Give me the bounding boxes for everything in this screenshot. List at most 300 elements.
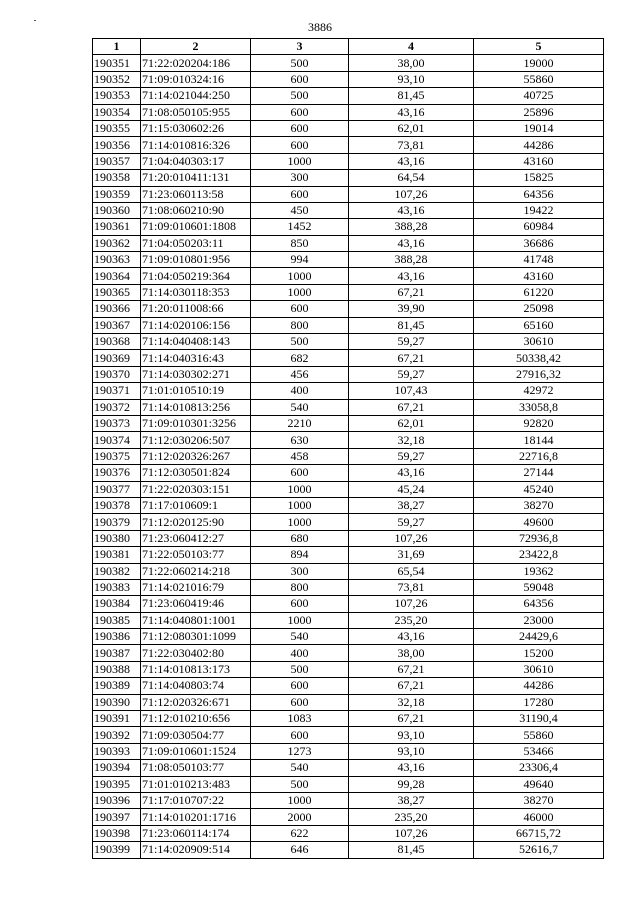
registry-table bbox=[92, 38, 604, 859]
row-number-cell: 190392 bbox=[93, 727, 141, 743]
area-cell: 2000 bbox=[251, 809, 349, 825]
table-row bbox=[93, 88, 604, 104]
area-cell: 500 bbox=[251, 776, 349, 792]
cadastral-number-cell: 71:20:011008:66 bbox=[141, 301, 251, 317]
area-cell: 600 bbox=[251, 596, 349, 612]
rate-cell: 43,16 bbox=[349, 760, 474, 776]
row-number-cell: 190396 bbox=[93, 792, 141, 808]
rate-cell: 59,27 bbox=[349, 448, 474, 464]
row-number-cell: 190357 bbox=[93, 153, 141, 169]
value-cell: 49640 bbox=[474, 776, 604, 792]
value-cell: 31190,4 bbox=[474, 711, 604, 727]
value-cell: 40725 bbox=[474, 88, 604, 104]
table-row bbox=[93, 694, 604, 710]
rate-cell: 31,69 bbox=[349, 547, 474, 563]
rate-cell: 73,81 bbox=[349, 579, 474, 595]
cadastral-number-cell: 71:14:040803:74 bbox=[141, 678, 251, 694]
area-cell: 600 bbox=[251, 137, 349, 153]
row-number-cell: 190372 bbox=[93, 399, 141, 415]
cadastral-number-cell: 71:14:021044:250 bbox=[141, 88, 251, 104]
cadastral-number-cell: 71:22:050103:77 bbox=[141, 547, 251, 563]
value-cell: 61220 bbox=[474, 284, 604, 300]
table-row bbox=[93, 547, 604, 563]
cadastral-number-cell: 71:23:060419:46 bbox=[141, 596, 251, 612]
value-cell: 30610 bbox=[474, 334, 604, 350]
rate-cell: 38,27 bbox=[349, 792, 474, 808]
value-cell: 43160 bbox=[474, 153, 604, 169]
area-cell: 500 bbox=[251, 55, 349, 71]
row-number-cell: 190366 bbox=[93, 301, 141, 317]
table-row bbox=[93, 612, 604, 628]
value-cell: 55860 bbox=[474, 71, 604, 87]
cadastral-number-cell: 71:12:030206:507 bbox=[141, 432, 251, 448]
row-number-cell: 190376 bbox=[93, 465, 141, 481]
cadastral-number-cell: 71:01:010510:19 bbox=[141, 383, 251, 399]
row-number-cell: 190370 bbox=[93, 366, 141, 382]
area-cell: 450 bbox=[251, 202, 349, 218]
row-number-cell: 190359 bbox=[93, 186, 141, 202]
cadastral-number-cell: 71:14:020106:156 bbox=[141, 317, 251, 333]
value-cell: 25098 bbox=[474, 301, 604, 317]
rate-cell: 107,43 bbox=[349, 383, 474, 399]
table-row bbox=[93, 268, 604, 284]
row-number-cell: 190387 bbox=[93, 645, 141, 661]
area-cell: 540 bbox=[251, 760, 349, 776]
area-cell: 500 bbox=[251, 661, 349, 677]
rate-cell: 107,26 bbox=[349, 186, 474, 202]
rate-cell: 93,10 bbox=[349, 743, 474, 759]
page-number: 3886 bbox=[308, 20, 332, 34]
row-number-cell: 190386 bbox=[93, 629, 141, 645]
value-cell: 17280 bbox=[474, 694, 604, 710]
area-cell: 1452 bbox=[251, 219, 349, 235]
area-cell: 400 bbox=[251, 645, 349, 661]
value-cell: 23000 bbox=[474, 612, 604, 628]
table-row bbox=[93, 563, 604, 579]
area-cell: 400 bbox=[251, 383, 349, 399]
area-cell: 600 bbox=[251, 678, 349, 694]
rate-cell: 64,54 bbox=[349, 170, 474, 186]
cadastral-number-cell: 71:14:020909:514 bbox=[141, 842, 251, 858]
rate-cell: 59,27 bbox=[349, 334, 474, 350]
table-row bbox=[93, 366, 604, 382]
value-cell: 33058,8 bbox=[474, 399, 604, 415]
cadastral-number-cell: 71:09:010601:1524 bbox=[141, 743, 251, 759]
value-cell: 22716,8 bbox=[474, 448, 604, 464]
row-number-cell: 190351 bbox=[93, 55, 141, 71]
table-row bbox=[93, 284, 604, 300]
area-cell: 500 bbox=[251, 334, 349, 350]
row-number-cell: 190374 bbox=[93, 432, 141, 448]
row-number-cell: 190377 bbox=[93, 481, 141, 497]
row-number-cell: 190384 bbox=[93, 596, 141, 612]
area-cell: 600 bbox=[251, 186, 349, 202]
area-cell: 500 bbox=[251, 88, 349, 104]
rate-cell: 67,21 bbox=[349, 711, 474, 727]
area-cell: 600 bbox=[251, 71, 349, 87]
row-number-cell: 190373 bbox=[93, 415, 141, 431]
value-cell: 27916,32 bbox=[474, 366, 604, 382]
row-number-cell: 190364 bbox=[93, 268, 141, 284]
value-cell: 30610 bbox=[474, 661, 604, 677]
area-cell: 680 bbox=[251, 530, 349, 546]
area-cell: 456 bbox=[251, 366, 349, 382]
area-cell: 894 bbox=[251, 547, 349, 563]
area-cell: 1000 bbox=[251, 284, 349, 300]
row-number-cell: 190355 bbox=[93, 120, 141, 136]
row-number-cell: 190360 bbox=[93, 202, 141, 218]
cadastral-number-cell: 71:08:060210:90 bbox=[141, 202, 251, 218]
area-cell: 682 bbox=[251, 350, 349, 366]
row-number-cell: 190398 bbox=[93, 825, 141, 841]
column-header: 1 bbox=[93, 39, 141, 55]
value-cell: 24429,6 bbox=[474, 629, 604, 645]
column-header: 4 bbox=[349, 39, 474, 55]
column-header: 5 bbox=[474, 39, 604, 55]
rate-cell: 43,16 bbox=[349, 202, 474, 218]
cadastral-number-cell: 71:14:021016:79 bbox=[141, 579, 251, 595]
area-cell: 1000 bbox=[251, 792, 349, 808]
table-row bbox=[93, 596, 604, 612]
cadastral-number-cell: 71:14:010816:326 bbox=[141, 137, 251, 153]
area-cell: 622 bbox=[251, 825, 349, 841]
cadastral-number-cell: 71:04:040303:17 bbox=[141, 153, 251, 169]
row-number-cell: 190395 bbox=[93, 776, 141, 792]
cadastral-number-cell: 71:04:050203:11 bbox=[141, 235, 251, 251]
row-number-cell: 190362 bbox=[93, 235, 141, 251]
area-cell: 1000 bbox=[251, 612, 349, 628]
row-number-cell: 190361 bbox=[93, 219, 141, 235]
table-row bbox=[93, 776, 604, 792]
value-cell: 25896 bbox=[474, 104, 604, 120]
table-row bbox=[93, 317, 604, 333]
area-cell: 1083 bbox=[251, 711, 349, 727]
table-row bbox=[93, 760, 604, 776]
rate-cell: 32,18 bbox=[349, 694, 474, 710]
table-row bbox=[93, 383, 604, 399]
row-number-cell: 190369 bbox=[93, 350, 141, 366]
value-cell: 44286 bbox=[474, 678, 604, 694]
table-row bbox=[93, 530, 604, 546]
value-cell: 53466 bbox=[474, 743, 604, 759]
rate-cell: 107,26 bbox=[349, 596, 474, 612]
value-cell: 41748 bbox=[474, 252, 604, 268]
cadastral-number-cell: 71:14:030302:271 bbox=[141, 366, 251, 382]
cadastral-number-cell: 71:09:010801:956 bbox=[141, 252, 251, 268]
area-cell: 540 bbox=[251, 399, 349, 415]
value-cell: 64356 bbox=[474, 186, 604, 202]
table-row bbox=[93, 334, 604, 350]
row-number-cell: 190385 bbox=[93, 612, 141, 628]
row-number-cell: 190371 bbox=[93, 383, 141, 399]
table-row bbox=[93, 629, 604, 645]
area-cell: 1000 bbox=[251, 481, 349, 497]
rate-cell: 81,45 bbox=[349, 317, 474, 333]
row-number-cell: 190390 bbox=[93, 694, 141, 710]
row-number-cell: 190368 bbox=[93, 334, 141, 350]
cadastral-number-cell: 71:09:010301:3256 bbox=[141, 415, 251, 431]
table-row bbox=[93, 579, 604, 595]
table-row bbox=[93, 120, 604, 136]
rate-cell: 38,00 bbox=[349, 645, 474, 661]
area-cell: 600 bbox=[251, 465, 349, 481]
value-cell: 43160 bbox=[474, 268, 604, 284]
row-number-cell: 190354 bbox=[93, 104, 141, 120]
cadastral-number-cell: 71:22:020204:186 bbox=[141, 55, 251, 71]
row-number-cell: 190358 bbox=[93, 170, 141, 186]
row-number-cell: 190363 bbox=[93, 252, 141, 268]
rate-cell: 67,21 bbox=[349, 661, 474, 677]
table-row bbox=[93, 481, 604, 497]
cadastral-number-cell: 71:09:030504:77 bbox=[141, 727, 251, 743]
table-row bbox=[93, 399, 604, 415]
table-row bbox=[93, 448, 604, 464]
rate-cell: 107,26 bbox=[349, 825, 474, 841]
cadastral-number-cell: 71:04:050219:364 bbox=[141, 268, 251, 284]
rate-cell: 38,00 bbox=[349, 55, 474, 71]
table-row bbox=[93, 809, 604, 825]
value-cell: 38270 bbox=[474, 497, 604, 513]
rate-cell: 62,01 bbox=[349, 415, 474, 431]
area-cell: 600 bbox=[251, 104, 349, 120]
area-cell: 1000 bbox=[251, 153, 349, 169]
value-cell: 64356 bbox=[474, 596, 604, 612]
row-number-cell: 190397 bbox=[93, 809, 141, 825]
row-number-cell: 190383 bbox=[93, 579, 141, 595]
rate-cell: 73,81 bbox=[349, 137, 474, 153]
value-cell: 38270 bbox=[474, 792, 604, 808]
row-number-cell: 190382 bbox=[93, 563, 141, 579]
value-cell: 19014 bbox=[474, 120, 604, 136]
rate-cell: 99,28 bbox=[349, 776, 474, 792]
value-cell: 15825 bbox=[474, 170, 604, 186]
row-number-cell: 190365 bbox=[93, 284, 141, 300]
value-cell: 19362 bbox=[474, 563, 604, 579]
value-cell: 66715,72 bbox=[474, 825, 604, 841]
area-cell: 800 bbox=[251, 579, 349, 595]
rate-cell: 67,21 bbox=[349, 399, 474, 415]
rate-cell: 67,21 bbox=[349, 350, 474, 366]
table-row bbox=[93, 415, 604, 431]
value-cell: 44286 bbox=[474, 137, 604, 153]
table-row bbox=[93, 202, 604, 218]
value-cell: 23306,4 bbox=[474, 760, 604, 776]
value-cell: 19422 bbox=[474, 202, 604, 218]
row-number-cell: 190379 bbox=[93, 514, 141, 530]
rate-cell: 59,27 bbox=[349, 366, 474, 382]
area-cell: 600 bbox=[251, 694, 349, 710]
value-cell: 60984 bbox=[474, 219, 604, 235]
row-number-cell: 190378 bbox=[93, 497, 141, 513]
area-cell: 600 bbox=[251, 301, 349, 317]
column-header: 3 bbox=[251, 39, 349, 55]
value-cell: 18144 bbox=[474, 432, 604, 448]
table-row bbox=[93, 235, 604, 251]
rate-cell: 62,01 bbox=[349, 120, 474, 136]
table-row bbox=[93, 153, 604, 169]
table-row bbox=[93, 252, 604, 268]
table-row bbox=[93, 170, 604, 186]
rate-cell: 43,16 bbox=[349, 153, 474, 169]
value-cell: 45240 bbox=[474, 481, 604, 497]
value-cell: 50338,42 bbox=[474, 350, 604, 366]
row-number-cell: 190388 bbox=[93, 661, 141, 677]
table-body bbox=[93, 55, 604, 858]
table-row bbox=[93, 645, 604, 661]
row-number-cell: 190380 bbox=[93, 530, 141, 546]
area-cell: 300 bbox=[251, 563, 349, 579]
area-cell: 1273 bbox=[251, 743, 349, 759]
rate-cell: 43,16 bbox=[349, 104, 474, 120]
row-number-cell: 190367 bbox=[93, 317, 141, 333]
row-number-cell: 190352 bbox=[93, 71, 141, 87]
table-row bbox=[93, 711, 604, 727]
table-row bbox=[93, 55, 604, 71]
row-number-cell: 190375 bbox=[93, 448, 141, 464]
rate-cell: 67,21 bbox=[349, 678, 474, 694]
rate-cell: 93,10 bbox=[349, 71, 474, 87]
cadastral-number-cell: 71:12:010210:656 bbox=[141, 711, 251, 727]
rate-cell: 235,20 bbox=[349, 809, 474, 825]
cadastral-number-cell: 71:17:010609:1 bbox=[141, 497, 251, 513]
area-cell: 850 bbox=[251, 235, 349, 251]
area-cell: 1000 bbox=[251, 514, 349, 530]
rate-cell: 43,16 bbox=[349, 629, 474, 645]
value-cell: 46000 bbox=[474, 809, 604, 825]
value-cell: 42972 bbox=[474, 383, 604, 399]
rate-cell: 235,20 bbox=[349, 612, 474, 628]
area-cell: 1000 bbox=[251, 497, 349, 513]
cadastral-number-cell: 71:08:050103:77 bbox=[141, 760, 251, 776]
table-row bbox=[93, 497, 604, 513]
row-number-cell: 190381 bbox=[93, 547, 141, 563]
cadastral-number-cell: 71:14:030118:353 bbox=[141, 284, 251, 300]
table-row bbox=[93, 743, 604, 759]
rate-cell: 59,27 bbox=[349, 514, 474, 530]
cadastral-number-cell: 71:08:050105:955 bbox=[141, 104, 251, 120]
value-cell: 15200 bbox=[474, 645, 604, 661]
cadastral-number-cell: 71:12:080301:1099 bbox=[141, 629, 251, 645]
area-cell: 2210 bbox=[251, 415, 349, 431]
row-number-cell: 190399 bbox=[93, 842, 141, 858]
row-number-cell: 190353 bbox=[93, 88, 141, 104]
cadastral-number-cell: 71:09:010601:1808 bbox=[141, 219, 251, 235]
cadastral-number-cell: 71:14:040316:43 bbox=[141, 350, 251, 366]
rate-cell: 43,16 bbox=[349, 268, 474, 284]
table-row bbox=[93, 350, 604, 366]
table-row bbox=[93, 301, 604, 317]
area-cell: 994 bbox=[251, 252, 349, 268]
cadastral-number-cell: 71:01:010213:483 bbox=[141, 776, 251, 792]
cadastral-number-cell: 71:12:020326:671 bbox=[141, 694, 251, 710]
cadastral-number-cell: 71:23:060114:174 bbox=[141, 825, 251, 841]
cadastral-number-cell: 71:14:040408:143 bbox=[141, 334, 251, 350]
cadastral-number-cell: 71:14:010813:173 bbox=[141, 661, 251, 677]
table-header-row bbox=[93, 39, 604, 55]
cadastral-number-cell: 71:14:010201:1716 bbox=[141, 809, 251, 825]
rate-cell: 388,28 bbox=[349, 219, 474, 235]
rate-cell: 43,16 bbox=[349, 235, 474, 251]
rate-cell: 65,54 bbox=[349, 563, 474, 579]
cadastral-number-cell: 71:09:010324:16 bbox=[141, 71, 251, 87]
value-cell: 27144 bbox=[474, 465, 604, 481]
rate-cell: 32,18 bbox=[349, 432, 474, 448]
cadastral-number-cell: 71:23:060412:27 bbox=[141, 530, 251, 546]
value-cell: 72936,8 bbox=[474, 530, 604, 546]
rate-cell: 81,45 bbox=[349, 842, 474, 858]
cadastral-number-cell: 71:12:020125:90 bbox=[141, 514, 251, 530]
cadastral-number-cell: 71:12:030501:824 bbox=[141, 465, 251, 481]
row-number-cell: 190394 bbox=[93, 760, 141, 776]
table-row bbox=[93, 825, 604, 841]
rate-cell: 39,90 bbox=[349, 301, 474, 317]
area-cell: 630 bbox=[251, 432, 349, 448]
rate-cell: 67,21 bbox=[349, 284, 474, 300]
row-number-cell: 190356 bbox=[93, 137, 141, 153]
area-cell: 600 bbox=[251, 120, 349, 136]
value-cell: 36686 bbox=[474, 235, 604, 251]
area-cell: 300 bbox=[251, 170, 349, 186]
cadastral-number-cell: 71:22:020303:151 bbox=[141, 481, 251, 497]
cadastral-number-cell: 71:23:060113:58 bbox=[141, 186, 251, 202]
rate-cell: 43,16 bbox=[349, 465, 474, 481]
cadastral-number-cell: 71:15:030602:26 bbox=[141, 120, 251, 136]
area-cell: 540 bbox=[251, 629, 349, 645]
table-row bbox=[93, 661, 604, 677]
cadastral-number-cell: 71:22:030402:80 bbox=[141, 645, 251, 661]
value-cell: 65160 bbox=[474, 317, 604, 333]
table-row bbox=[93, 678, 604, 694]
value-cell: 55860 bbox=[474, 727, 604, 743]
value-cell: 49600 bbox=[474, 514, 604, 530]
area-cell: 600 bbox=[251, 727, 349, 743]
value-cell: 59048 bbox=[474, 579, 604, 595]
row-number-cell: 190389 bbox=[93, 678, 141, 694]
rate-cell: 107,26 bbox=[349, 530, 474, 546]
table-row bbox=[93, 792, 604, 808]
rate-cell: 93,10 bbox=[349, 727, 474, 743]
area-cell: 458 bbox=[251, 448, 349, 464]
value-cell: 19000 bbox=[474, 55, 604, 71]
cadastral-number-cell: 71:14:040801:1001 bbox=[141, 612, 251, 628]
row-number-cell: 190391 bbox=[93, 711, 141, 727]
table-row bbox=[93, 465, 604, 481]
area-cell: 1000 bbox=[251, 268, 349, 284]
table-row bbox=[93, 432, 604, 448]
area-cell: 800 bbox=[251, 317, 349, 333]
table-row bbox=[93, 186, 604, 202]
row-number-cell: 190393 bbox=[93, 743, 141, 759]
cadastral-number-cell: 71:14:010813:256 bbox=[141, 399, 251, 415]
rate-cell: 388,28 bbox=[349, 252, 474, 268]
table-row bbox=[93, 514, 604, 530]
value-cell: 92820 bbox=[474, 415, 604, 431]
rate-cell: 45,24 bbox=[349, 481, 474, 497]
column-header: 2 bbox=[141, 39, 251, 55]
cadastral-number-cell: 71:22:060214:218 bbox=[141, 563, 251, 579]
table-row bbox=[93, 842, 604, 858]
table-row bbox=[93, 71, 604, 87]
cadastral-number-cell: 71:20:010411:131 bbox=[141, 170, 251, 186]
table-row bbox=[93, 104, 604, 120]
value-cell: 23422,8 bbox=[474, 547, 604, 563]
table-row bbox=[93, 137, 604, 153]
table-row bbox=[93, 219, 604, 235]
rate-cell: 38,27 bbox=[349, 497, 474, 513]
cadastral-number-cell: 71:12:020326:267 bbox=[141, 448, 251, 464]
cadastral-number-cell: 71:17:010707:22 bbox=[141, 792, 251, 808]
table-row bbox=[93, 727, 604, 743]
